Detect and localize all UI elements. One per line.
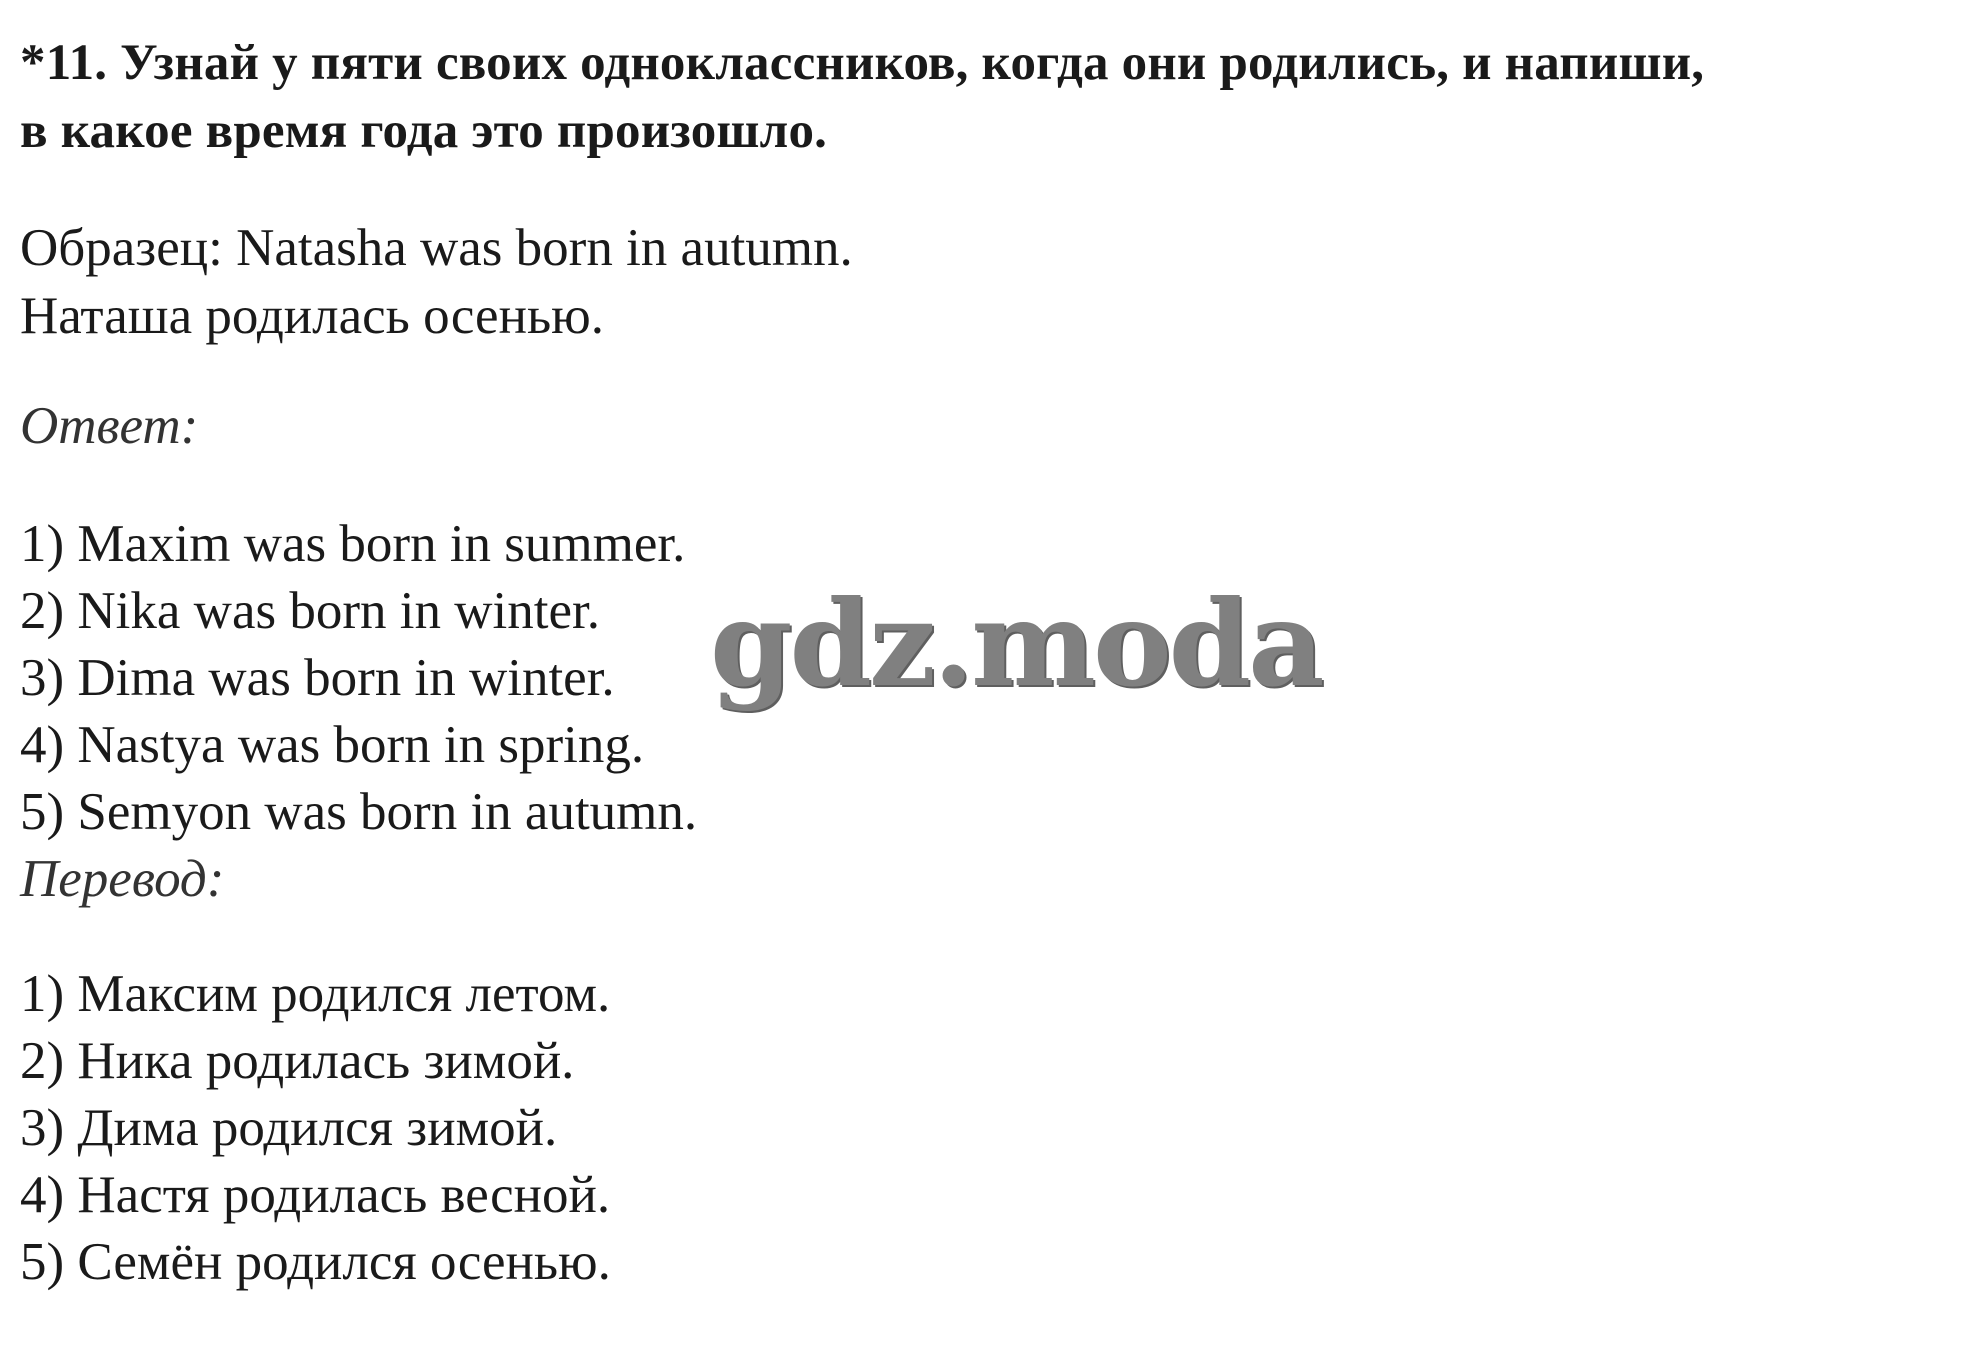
answer-item: 3) Dima was born in winter. xyxy=(20,649,615,707)
task-heading-line-2: в какое время года это произошло. xyxy=(20,103,828,159)
watermark-logo: gdz.moda xyxy=(710,574,1322,713)
translation-item: 1) Максим родился летом. xyxy=(20,965,611,1023)
sample-line-1: Образец: Natasha was born in autumn. xyxy=(20,219,853,277)
answer-item: 2) Nika was born in winter. xyxy=(20,582,600,640)
translation-item: 3) Дима родился зимой. xyxy=(20,1099,558,1157)
answer-item: 5) Semyon was born in autumn. xyxy=(20,783,698,841)
answer-label: Ответ: xyxy=(20,397,199,455)
translation-item: 2) Ника родилась зимой. xyxy=(20,1032,575,1090)
translation-item: 5) Семён родился осенью. xyxy=(20,1233,611,1291)
answer-item: 1) Maxim was born in summer. xyxy=(20,515,686,573)
translation-item: 4) Настя родилась весной. xyxy=(20,1166,611,1224)
sample-line-2: Наташа родилась осенью. xyxy=(20,287,604,345)
task-heading-line-1: *11. Узнай у пяти своих одноклассников, когда они родились, и напиши, xyxy=(20,35,1705,91)
answer-item: 4) Nastya was born in spring. xyxy=(20,716,645,774)
translation-label: Перевод: xyxy=(20,850,225,908)
